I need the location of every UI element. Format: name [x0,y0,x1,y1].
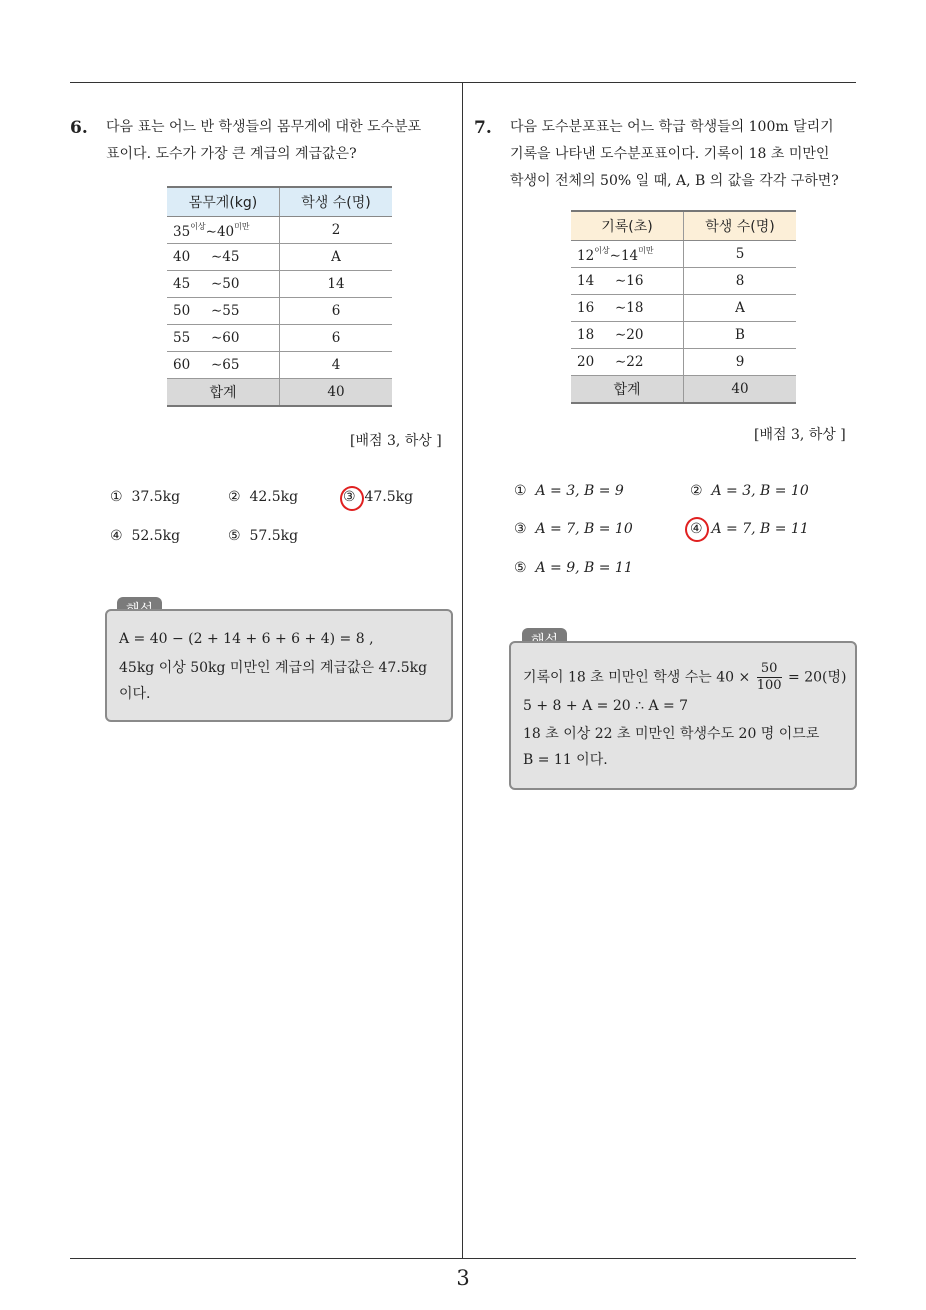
class-range: 60 ∼65 [167,352,280,379]
table-row [571,322,796,349]
table-row [167,325,392,352]
table-row [571,349,796,376]
table-row [167,244,392,271]
table-row [167,271,392,298]
solution-line: 45kg 이상 50kg 미만인 계급의 계급값은 47.5kg [119,660,428,676]
solution-line: 5 + 8 + A = 20 ∴ A = 7 [523,698,689,714]
header-record: 기록(초) [571,211,684,241]
choice-1[interactable]: ① A = 3, B = 9 [514,483,624,499]
choice-2[interactable]: ② A = 3, B = 10 [690,483,809,499]
solution-box [509,641,857,790]
class-range: 55 ∼60 [167,325,280,352]
answer-mark-circle [685,517,709,542]
class-count: 9 [684,349,797,376]
class-count: 2 [280,217,393,244]
question-number: 7. [474,118,492,138]
score-info: [배점 3, 하상 ] [350,433,442,449]
class-range: 16 ∼18 [571,295,684,322]
question-text-line: 다음 도수분포표는 어느 학급 학생들의 100m 달리기 [510,119,834,135]
header-count: 학생 수(명) [684,211,797,241]
choice-4[interactable]: ④ 52.5kg [110,528,181,544]
question-text-line: 기록을 나타낸 도수분포표이다. 기록이 18 초 미만인 [510,146,830,162]
choice-3[interactable]: ③ A = 7, B = 10 [514,521,633,537]
question-text [510,114,860,195]
class-count: A [684,295,797,322]
question-text-line: 다음 표는 어느 반 학생들의 몸무게에 대한 도수분포 [106,119,422,135]
total-value: 40 [684,376,797,404]
class-range: 18 ∼20 [571,322,684,349]
choice-4[interactable]: ④ A = 7, B = 11 [690,521,809,537]
page-number: 3 [456,1266,470,1290]
bottom-rule [70,1258,856,1259]
frequency-table [167,186,392,407]
class-count: 4 [280,352,393,379]
table-row [571,268,796,295]
solution-line: 기록이 18 초 미만인 학생 수는 40 × $\frac{50}{100}$ = 20(명) [523,661,847,693]
class-range: 45 ∼50 [167,271,280,298]
column-divider [462,82,463,1258]
solution-line: A = 40 − (2 + 14 + 6 + 6 + 4) = 8 , [119,631,374,647]
class-range: $12^{이상}\sim 14^{미만}$ [571,241,684,268]
table-row [167,298,392,325]
answer-mark-circle [340,486,364,511]
table-row [167,352,392,379]
class-range: $35^{이상}\sim 40^{미만}$ [167,217,280,244]
choice-5[interactable]: ⑤ A = 9, B = 11 [514,560,633,576]
fraction: $\frac{50}{100}$ [756,661,782,693]
class-count: 14 [280,271,393,298]
question-text [106,114,456,168]
score-info: [배점 3, 하상 ] [754,427,846,443]
header-weight: 몸무게(kg) [167,187,280,217]
solution-box [105,609,453,722]
class-count: 5 [684,241,797,268]
solution-line: 18 초 이상 22 초 미만인 학생수도 20 명 이므로 [523,726,820,742]
class-range: 14 ∼16 [571,268,684,295]
solution-line: 이다. [119,686,151,702]
choice-5[interactable]: ⑤ 57.5kg [228,528,299,544]
class-range: 50 ∼55 [167,298,280,325]
table-row [167,217,392,244]
choice-2[interactable]: ② 42.5kg [228,489,299,505]
choice-1[interactable]: ① 37.5kg [110,489,181,505]
total-label: 합계 [571,376,684,404]
table-total-row [571,376,796,404]
table-row [571,295,796,322]
table-row [571,241,796,268]
question-number: 6. [70,118,88,138]
table-header [571,211,796,241]
class-range: 20 ∼22 [571,349,684,376]
class-count: B [684,322,797,349]
solution-line: B = 11 이다. [523,752,608,768]
question-text-line: 학생이 전체의 50% 일 때, A, B 의 값을 각각 구하면? [510,173,839,189]
class-count: 6 [280,325,393,352]
frequency-table [571,210,796,404]
total-label: 합계 [167,379,280,407]
choice-3[interactable]: ③ 47.5kg [343,489,414,505]
header-count: 학생 수(명) [280,187,393,217]
top-rule [70,82,856,83]
class-count: 6 [280,298,393,325]
class-count: 8 [684,268,797,295]
total-value: 40 [280,379,393,407]
table-header [167,187,392,217]
table-total-row [167,379,392,407]
class-range: 40 ∼45 [167,244,280,271]
class-count: A [280,244,393,271]
question-text-line: 표이다. 도수가 가장 큰 계급의 계급값은? [106,146,357,162]
